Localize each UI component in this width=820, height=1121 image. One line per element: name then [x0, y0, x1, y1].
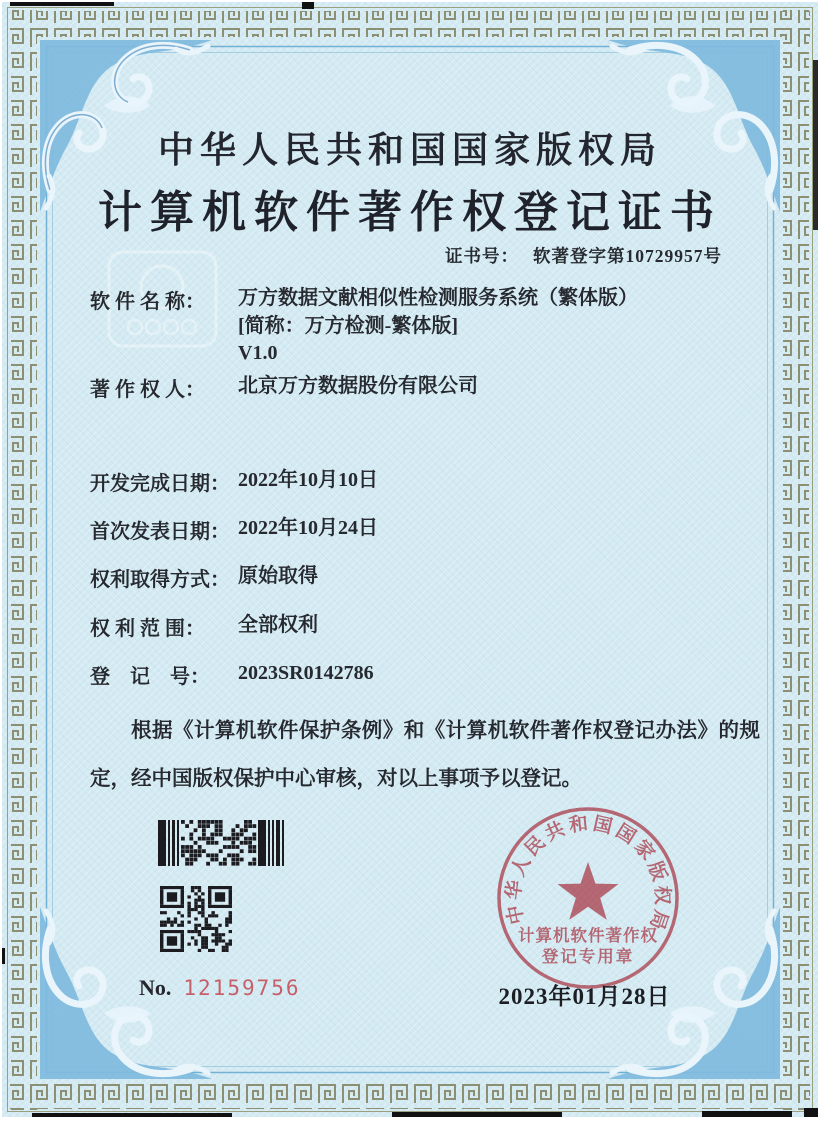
scan-artifact	[10, 2, 114, 6]
field-software-name	[90, 285, 772, 368]
certificate-title: 计算机软件著作权登记证书	[98, 188, 722, 237]
seal-ring-text: 中华人民共和国国家版权局	[503, 813, 673, 936]
field-label: 著 作 权 人：	[90, 379, 205, 401]
dev-complete-date-value: 2022年10月10日	[238, 469, 378, 491]
field-label: 权 利 范 围：	[90, 618, 205, 640]
registration-statement: 根据《计算机软件保护条例》和《计算机软件著作权登记办法》的规定，经中国版权保护中心审核，对以上事项予以登记。	[90, 720, 760, 790]
scan-artifact	[32, 1113, 232, 1117]
qr-code-icon	[160, 886, 232, 952]
field-first-publish-date	[90, 515, 772, 544]
certificate-number-label: 证书号：	[445, 246, 519, 266]
seal-line1: 计算机软件著作权	[518, 926, 658, 945]
field-dev-complete-date	[90, 467, 772, 496]
field-label: 权利取得方式：	[90, 569, 230, 591]
serial-number-value: 12159756	[183, 976, 301, 1000]
field-label: 软 件 名 称：	[90, 291, 205, 313]
scan-artifact	[2, 948, 5, 964]
scan-artifact	[392, 1112, 562, 1117]
scan-artifact	[302, 2, 314, 9]
software-name-line3: V1.0	[238, 342, 278, 364]
certificate-number	[445, 243, 722, 268]
rights-scope-value: 全部权利	[238, 614, 318, 636]
software-name-line1: 万方数据文献相似性检测服务系统（繁体版）	[238, 287, 638, 309]
rights-acquisition-value: 原始取得	[238, 565, 318, 587]
barcode-icon	[158, 820, 286, 866]
seal-line2: 登记专用章	[541, 947, 635, 966]
field-label: 首次发表日期：	[90, 521, 230, 543]
issue-date: 2023年01月28日	[498, 984, 671, 1009]
software-name-line2: [简称：万方检测-繁体版]	[238, 314, 458, 337]
field-copyright-owner	[90, 373, 772, 402]
certificate-page	[2, 2, 818, 1117]
star-icon	[558, 862, 619, 920]
copyright-owner-value: 北京万方数据股份有限公司	[238, 375, 478, 397]
serial-prefix: No.	[139, 975, 172, 1000]
official-seal	[488, 798, 688, 998]
field-rights-scope	[90, 612, 772, 641]
field-rights-acquisition	[90, 563, 772, 592]
certificate-number-value: 软著登字第10729957号	[533, 246, 722, 266]
serial-number	[139, 975, 301, 1001]
field-label: 登 记 号：	[90, 666, 210, 688]
scan-artifact	[804, 1108, 818, 1117]
first-publish-date-value: 2022年10月24日	[238, 517, 378, 539]
scan-artifact	[813, 60, 818, 230]
field-registration-number	[90, 660, 772, 689]
field-label: 开发完成日期：	[90, 473, 230, 495]
issuing-authority: 中华人民共和国国家版权局	[157, 130, 662, 170]
scan-artifact	[702, 1111, 792, 1117]
registration-number-value: 2023SR0142786	[238, 662, 374, 684]
